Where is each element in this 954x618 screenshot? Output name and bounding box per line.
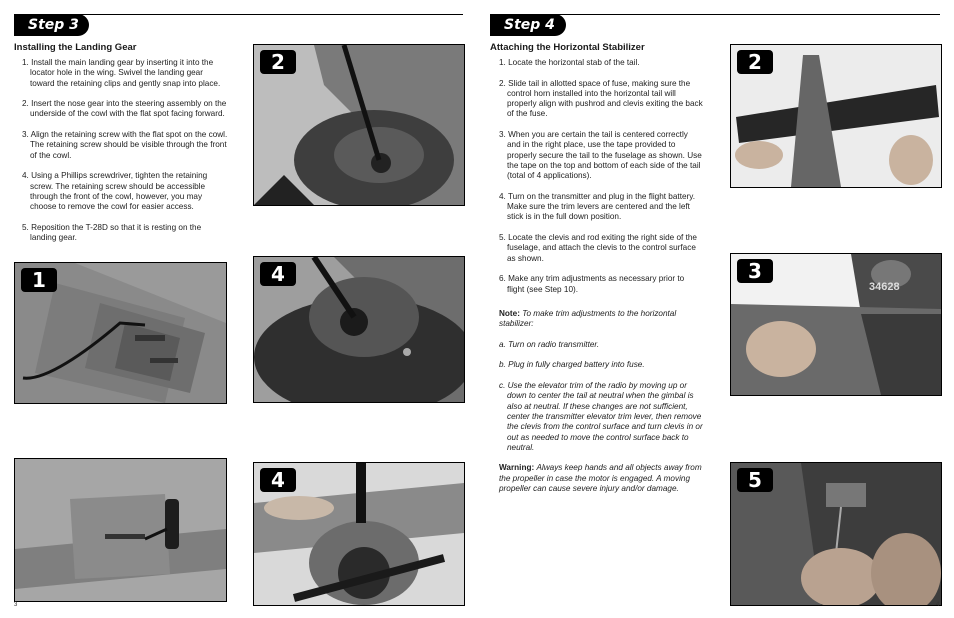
photo-tail-tape <box>730 253 942 396</box>
photo-label-s4-3: 3 <box>737 259 773 283</box>
step3-item-2: 2. Insert the nose gear into the steering assembly on the underside of the cowl with the flat spot facing forward. <box>22 99 227 119</box>
tail-number: 34628 <box>869 281 900 293</box>
step3-title: Step 3 <box>14 14 89 36</box>
step3-item-5: 5. Reposition the T-28D so that it is resting on the landing gear. <box>22 222 202 243</box>
photo-gear-installed <box>14 458 227 602</box>
step3-heading: Installing the Landing Gear <box>14 42 137 53</box>
photo-label-2: 2 <box>260 50 296 74</box>
photo-label-4a: 4 <box>260 262 296 286</box>
page-number-right: 4 <box>936 602 940 608</box>
step3-item-1: 1. Install the main landing gear by inserting it into the locator hole in the wing. Swivel the landing gear toward the retaining clips and gently snap into place. <box>22 58 221 88</box>
page-number-left: 3 <box>14 602 18 608</box>
step3-item-3: 3. Align the retaining screw with the flat spot on the cowl. The retaining screw should be visible through the front of the cowl. <box>22 130 228 160</box>
photo-cowl-screw <box>253 256 465 403</box>
step4-item-1: 1. Locate the horizontal stab of the tail. <box>499 58 640 67</box>
photo-tail-held <box>730 44 942 188</box>
step4-item-4: 4. Turn on the transmitter and plug in the flight battery. Make sure the trim levers are centered and the left stick is in the full down position. <box>499 191 696 222</box>
step4-heading: Attaching the Horizontal Stabilizer <box>490 42 645 53</box>
photo-cowl-front <box>253 462 465 606</box>
step4-item-6: 6. Make any trim adjustments as necessary prior to flight (see Step 10). <box>499 274 685 294</box>
trim-note <box>499 309 704 505</box>
photo-label-4b: 4 <box>260 468 296 492</box>
step4-instructions <box>499 58 703 305</box>
photo-nose-gear <box>253 44 465 206</box>
step4-title: Step 4 <box>490 14 566 36</box>
note-c: c. Use the elevator trim of the radio by moving up or down to center the tail at neutral when the gimbal is also at neutral. If these changes are not sufficient, center the transmitter elevator trim lever, then remove the clevis from the control surface and turn clevis in or out as needed to move the control surface back to neutral. <box>499 381 703 452</box>
warning-label: Warning: <box>499 463 535 473</box>
step4-item-5: 5. Locate the clevis and rod exiting the right side of the fuselage, and attach the clevis to the control surface as shown. <box>499 233 697 263</box>
step3-instructions <box>22 58 228 254</box>
note-b: b. Plug in fully charged battery into fuse. <box>499 360 645 370</box>
note-text: To make trim adjustments to the horizontal stabilizer: <box>499 309 677 329</box>
note-label: Note: <box>499 309 520 318</box>
step4-item-3: 3. When you are certain the tail is centered correctly and in the right place, use the tape provided to properly secure the tail to the fuselage as shown. Use the tape on the top and bottom of each side of the tail (total of 4 applications). <box>499 130 702 181</box>
warning-text: Always keep hands and all objects away from the propeller in case the motor is engaged. A moving propeller can cause severe injury and/or damage. <box>499 463 702 494</box>
step4-item-2: 2. Slide tail in allotted space of fuse, making sure the control horn installed into the horizontal tail will properly align with pushrod and clevis exiting the back of the fuse. <box>499 78 703 119</box>
note-a: a. Turn on radio transmitter. <box>499 339 600 349</box>
photo-clevis <box>730 462 942 606</box>
photo-label-s4-5: 5 <box>737 468 773 492</box>
photo-label-1: 1 <box>21 268 57 292</box>
photo-main-gear <box>14 262 227 404</box>
photo-label-s4-2: 2 <box>737 50 773 74</box>
step3-item-4: 4. Using a Phillips screwdriver, tighten the retaining screw. The retaining screw should be accessible through the front of the cowl, however, you may choose to remove the cowl for easier access. <box>22 171 208 212</box>
